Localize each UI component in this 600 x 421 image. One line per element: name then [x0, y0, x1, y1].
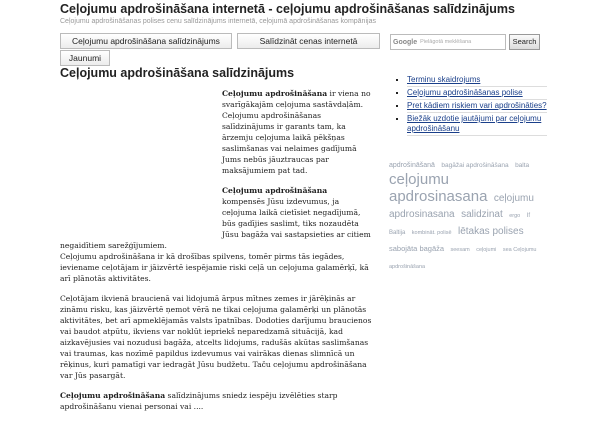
sidebar-links	[397, 75, 547, 137]
nav-item-compare-prices[interactable]: Salīdzināt cenas internetā	[237, 33, 380, 49]
tag-link[interactable]: bagāžai apdrošināšana	[441, 162, 509, 169]
paragraph-text: kompensēs Jūsu izdevumus, ja ceļojuma laikā cietīsiet negadījumā, būs gadījies saslimt, tiks nozaudēta Jūsu bagāža vai sastapsieties ar citiem	[222, 197, 371, 239]
tag-link[interactable]: If Baltija	[389, 213, 531, 237]
paragraph	[60, 293, 372, 381]
bold-keyword: Ceļojumu apdrošināšana	[222, 186, 328, 195]
paragraph-text: negaidītiem sarežģījumiem.	[60, 241, 167, 250]
tag-link[interactable]: ceļojumi	[476, 246, 497, 253]
paragraph-text: Ceļojumu apdrošināšana ir kā drošības spilvens, tomēr pirms tās iegādes, ieviename ceļotājam ir jāizvērtē iespējamie riski ceļā un ceļojuma galamērķī, kā arī plānotās aktivitātes.	[60, 252, 369, 283]
paragraph-text: Ceļotājam ikvienā braucienā vai lidojumā ārpus mītnes zemes ir jārēķinās ar zināmu risku, kas jāizvērtē ņemot vērā ne tikai ceļojuma galamērķi un plānotās aktivitātes, bet arī apmeklējamās valsts īpatnības. Dodoties darījumu braucienos vai baudot atpūtu, ikviens var noklūt iepriekš neparedzamā situācijā, kad aizkavējusies vai nozudusi bagāža, atcelts lidojums, radušās akūtas saslimšanas vai traumas, kas nozīmē papildus izdevumus vai vairākas dienas slimnīcā un rēķinus, kuri pamatīgi var iedragāt Jūsu budžetu. Taču ceļojumu apdrošināšana var Jūs pasargāt.	[60, 294, 372, 380]
tag-link[interactable]: sabojāta bagāža	[389, 243, 445, 253]
sidebar-link[interactable]: Ceļojumu apdrošināšanas polise	[407, 88, 523, 97]
paragraph	[222, 88, 372, 176]
article-body	[60, 88, 372, 421]
sidebar-link[interactable]: Pret kādiem riskiem vari apdrošināties?	[407, 101, 547, 110]
tag-link[interactable]: sea Ceļojumu apdrošināšana	[389, 246, 537, 270]
search-button[interactable]: Search	[509, 34, 540, 50]
google-logo: Google	[393, 38, 418, 46]
search-form	[390, 34, 540, 50]
sidebar-link-item[interactable]	[407, 114, 547, 136]
site-description: Ceļojumu apdrošināšanas polises cenu salīdzinājums internetā, ceļojumā apdrošināšanas kompānijas	[60, 18, 376, 25]
tag-link[interactable]: balta	[515, 162, 530, 169]
paragraph	[222, 185, 372, 240]
tag-link[interactable]: kombināt. polisē	[411, 230, 452, 237]
tag-link[interactable]: salidzinat	[461, 209, 503, 221]
tag-link[interactable]: seesam	[450, 246, 470, 253]
sidebar-link-item[interactable]	[407, 88, 547, 100]
tag-cloud	[389, 155, 539, 273]
sidebar-link[interactable]: Biežāk uzdotie jautājumi par ceļojumu apdrošināšanu	[407, 114, 542, 133]
sidebar-link-item[interactable]	[407, 75, 547, 87]
tag-link[interactable]: ceļojumu	[389, 170, 450, 188]
page-title: Ceļojumu apdrošināšana salīdzinājums	[60, 66, 295, 80]
tag-link[interactable]: apdrosinasana	[389, 187, 488, 205]
sidebar-link-item[interactable]	[407, 101, 547, 113]
bold-keyword: Ceļojumu apdrošināšana	[222, 89, 328, 98]
paragraph	[60, 240, 372, 251]
tag-link[interactable]: ceļojumu apdrosinasana	[389, 192, 534, 221]
site-title[interactable]: Ceļojumu apdrošināšana internetā - ceļojumu apdrošināšanas salīdzinājums	[60, 2, 515, 16]
tag-link[interactable]: lētakas polises	[458, 226, 524, 238]
paragraph	[60, 390, 372, 412]
paragraph-text: ir viena no svarīgākajām ceļojuma sastāvdaļām. Ceļojumu apdrošināšanas salīdzinājums ir garants tam, ka ārzemju ceļojuma laikā pēkšņas saslimšanas vai nelaimes gadījumā Jums nebūs jāuztraucas par maksājumiem pat tad.	[222, 89, 371, 175]
search-input[interactable]	[390, 34, 506, 50]
paragraph	[60, 251, 372, 284]
paragraph-text: salīdzinājums sniedz iespēju izvēlēties starp apdrošināšanu vienai personai vai ....	[60, 391, 338, 411]
nav-item-news[interactable]: Jaunumi	[60, 50, 110, 66]
tag-link[interactable]: ergo	[509, 213, 521, 220]
sidebar-link[interactable]: Terminu skaidrojums	[407, 75, 481, 84]
search-placeholder: Pielāgotā meklēšana	[420, 39, 472, 45]
bold-keyword: Ceļojumu apdrošināšana	[60, 391, 166, 400]
nav-item-comparison[interactable]: Ceļojumu apdrošināšana salīdzinājums	[60, 33, 232, 49]
tag-link[interactable]: apdrošināšanā	[389, 162, 435, 169]
